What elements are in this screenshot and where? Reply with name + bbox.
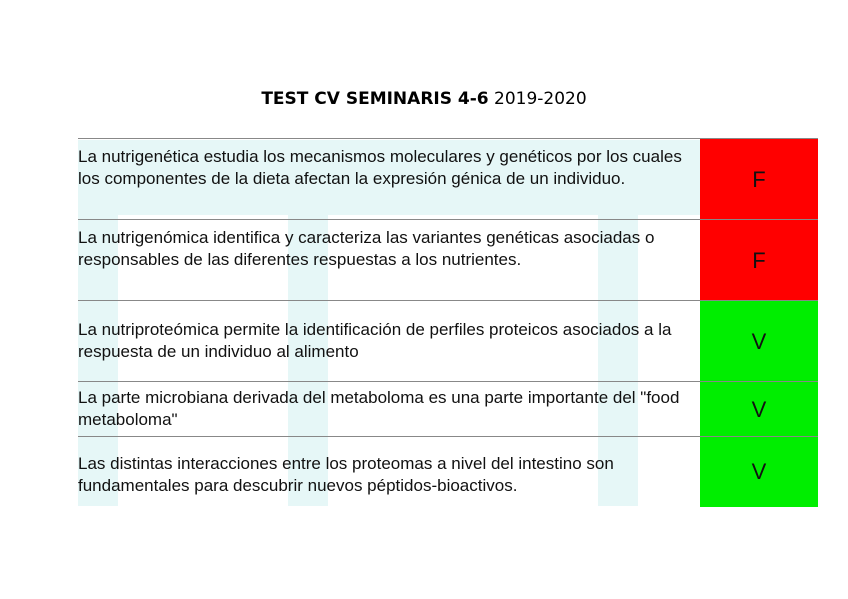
answer-table — [78, 138, 818, 506]
table-row — [78, 219, 818, 301]
answer-cell: V — [700, 437, 818, 507]
page-title — [0, 89, 848, 109]
statement-text: La parte microbiana derivada del metaboloma es una parte importante del "food metaboloma" — [78, 388, 680, 429]
statement-text: La nutrigenética estudia los mecanismos moleculares y genéticos por los cuales los componentes de la dieta afectan la expresión génica de un individuo. — [78, 147, 682, 188]
answer-cell: V — [700, 301, 818, 382]
table-row — [78, 436, 818, 507]
table-row — [78, 300, 818, 382]
table-row — [78, 381, 818, 437]
answer-cell: F — [700, 139, 818, 220]
answer-cell: F — [700, 220, 818, 301]
statement-text: La nutriproteómica permite la identificación de perfiles proteicos asociados a la respuesta de un individuo al alimento — [78, 320, 672, 361]
statement-text: Las distintas interacciones entre los proteomas a nivel del intestino son fundamentales para descubrir nuevos péptidos-bioactivos. — [78, 454, 614, 495]
title-year: 2019-2020 — [494, 89, 587, 109]
table-row — [78, 138, 818, 220]
statement-text: La nutrigenómica identifica y caracteriza las variantes genéticas asociadas o responsables de las diferentes respuestas a los nutrientes. — [78, 228, 655, 269]
title-main: TEST CV SEMINARIS 4-6 — [261, 89, 489, 109]
answer-cell: V — [700, 382, 818, 437]
